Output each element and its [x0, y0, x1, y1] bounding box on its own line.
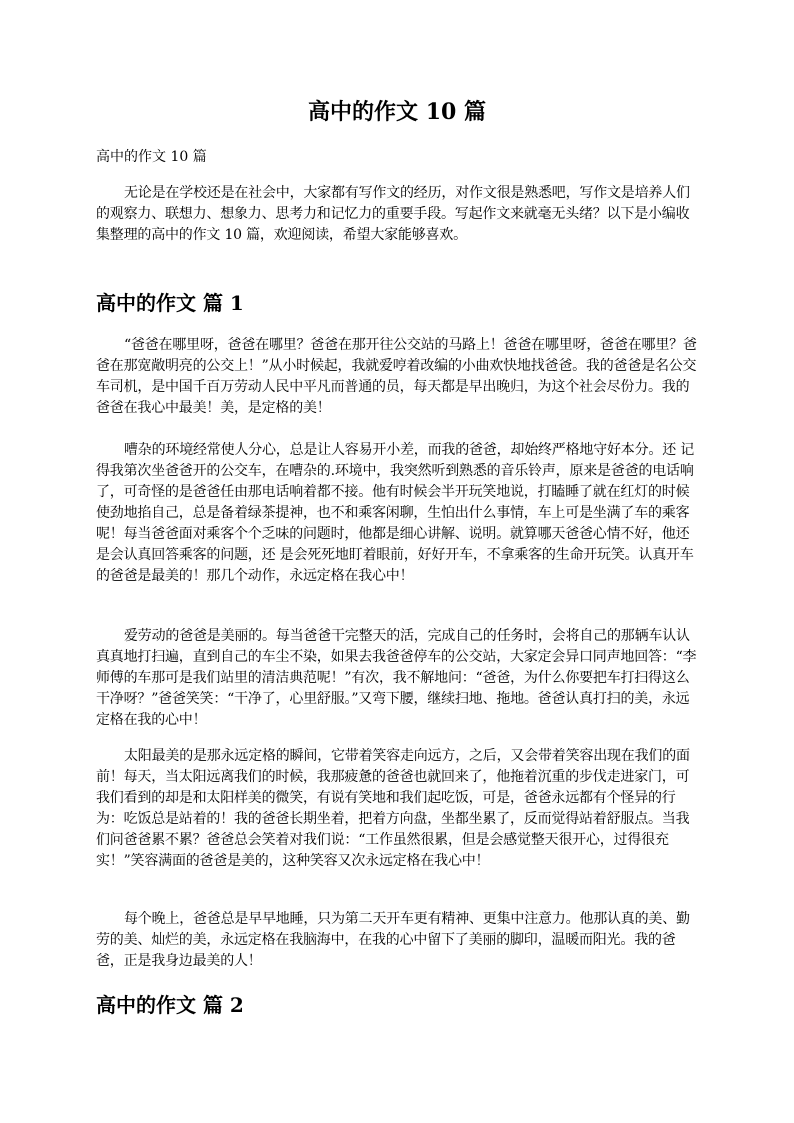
document-subtitle: 高中的作文 10 篇 — [96, 149, 207, 165]
section-1-paragraph-5: 每个晚上，爸爸总是早早地睡，只为第二天开车更有精神、更集中注意力。他那认真的美、勤劳的美、灿烂的美，永远定格在我脑海中，在我的心中留下了美丽的脚印，温暖而阳光。我的爸爸，正是我身边最美的人！ — [96, 911, 690, 969]
section-1-paragraph-4: 太阳最美的是那永远定格的瞬间，它带着笑容走向远方，之后，又会带着笑容出现在我们的面前！每天，当太阳远离我们的时候，我那疲惫的爸爸也就回来了，他拖着沉重的步伐走进家门，可我们看到的却是和太阳样美的微笑，有说有笑地和我们起吃饭，可是，爸爸永远都有个怪异的行为：吃饭总是站着的！我的爸爸长期坐着，把着方向盘，坐都坐累了，反而觉得站着舒服点。当我们问爸爸累不累？爸爸总会笑着对我们说：“工作虽然很累，但是会感觉整天很开心，过得很充实！”笑容满面的爸爸是美的，这种笑容又次永远定格在我心中！ — [96, 748, 690, 869]
section-1-paragraph-1: “爸爸在哪里呀，爸爸在哪里？爸爸在那开往公交站的马路上！爸爸在哪里呀，爸爸在哪里？爸爸在那宽敞明亮的公交上！”从小时候起，我就爱哼着改编的小曲欢快地找爸爸。我的爸爸是名公交车司机，是中国千百万劳动人民中平凡而普通的员，每天都是早出晚归，为这个社会尽份力。我的爸爸在我心中最美！美，是定格的美！ — [96, 337, 697, 416]
page-title: 高中的作文 10 篇 — [308, 99, 486, 125]
section-heading-2: 高中的作文 篇 2 — [96, 993, 244, 1017]
intro-paragraph: 无论是在学校还是在社会中，大家都有写作文的经历，对作文很是熟悉吧，写作文是培养人们的观察力、联想力、想象力、思考力和记忆力的重要手段。写起作文来就毫无头绪？以下是小编收集整理的高中的作文 10 篇，欢迎阅读，希望大家能够喜欢。 — [96, 185, 690, 243]
section-1-paragraph-2: 嘈杂的环境经常使人分心，总是让人容易开小差，而我的爸爸，却始终严格地守好本分。还 记得我第次坐爸爸开的公交车，在嘈杂的.环境中，我突然听到熟悉的音乐铃声，原来是爸爸的电话响了，可奇怪的是爸爸任由那电话响着都不接。他有时候会半开玩笑地说，打瞌睡了就在红灯的时候使劲地掐自己，总是备着绿茶提神，也不和乘客闲聊，生怕出什么事情，车上可是坐满了车的乘客呢！每当爸爸面对乘客个个乏味的问题时，他都是细心讲解、说明。就算哪天爸爸心情不好，他还 是会认真回答乘客的问题，还 是会死死地盯着眼前，好好开车，不拿乘客的生命开玩笑。认真开车的爸爸是最美的！那几个动作，永远定格在我心中！ — [96, 442, 695, 584]
section-heading-1: 高中的作文 篇 1 — [96, 291, 244, 315]
section-1-paragraph-3: 爱劳动的爸爸是美丽的。每当爸爸干完整天的活，完成自己的任务时，会将自己的那辆车认认真真地打扫遍，直到自己的车尘不染，如果去我爸爸停车的公交站，大家定会异口同声地回答：“李师傅的车那可是我们站里的清洁典范呢！”有次，我不解地问：“爸爸，为什么你要把车打扫得这么干净呀？”爸爸笑笑：“干净了，心里舒服。”又弯下腰，继续扫地、拖地。爸爸认真打扫的美，永远定格在我的心中！ — [96, 628, 697, 728]
